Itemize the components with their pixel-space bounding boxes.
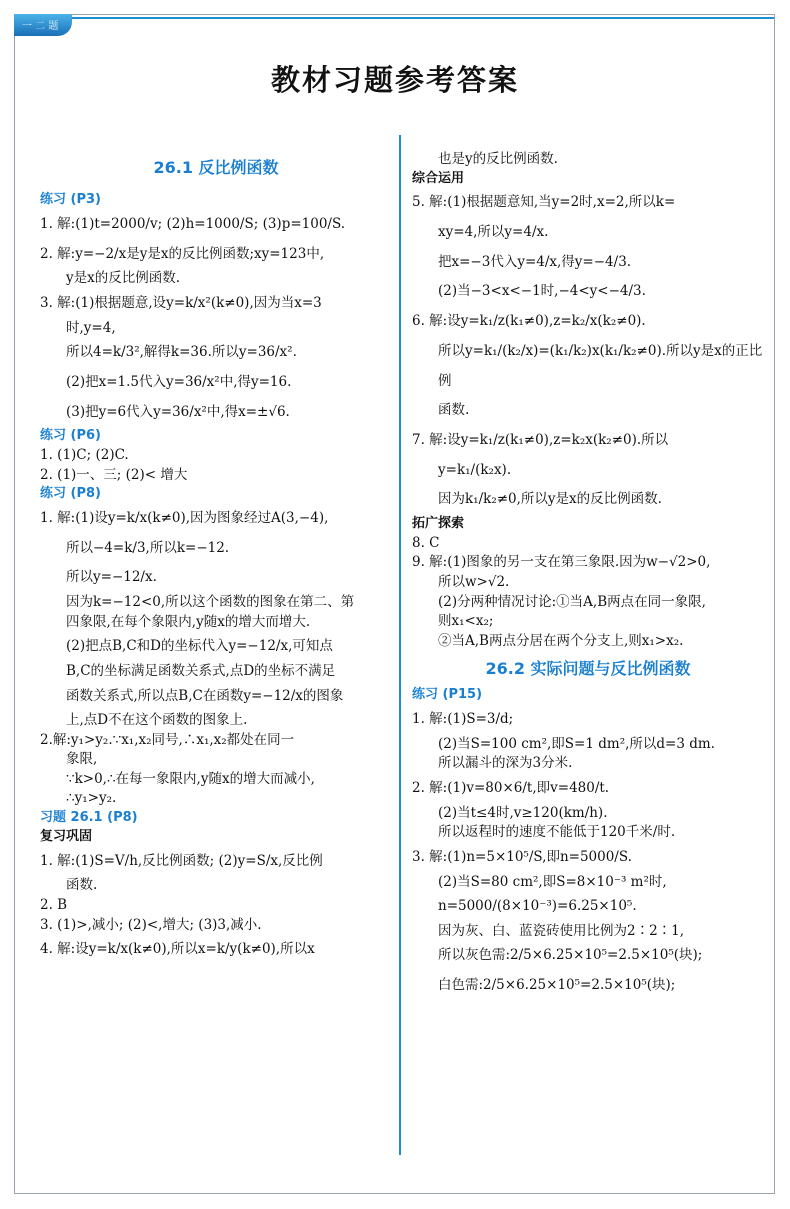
answer-line: 函数.: [438, 402, 470, 419]
answer-line: 1. 解:(1)设y=k/x(k≠0),因为图象经过A(3,−4),: [40, 510, 329, 527]
answer-line: 3. (1)>,减小; (2)<,增大; (3)3,减小.: [40, 916, 262, 933]
answer-line: 5. 解:(1)根据题意知,当y=2时,x=2,所以k=: [412, 194, 676, 211]
answer-line: 1. 解:(1)t=2000/v; (2)h=1000/S; (3)p=100/S.: [40, 216, 346, 233]
answer-line: 时,y=4,: [66, 319, 116, 336]
column-divider: [399, 135, 401, 1155]
answer-line: 2. (1)一、三; (2)< 增大: [40, 466, 188, 483]
section-heading: 26.2 实际问题与反比例函数: [485, 659, 691, 679]
answer-line: 所以y=k₁/(k₂/x)=(k₁/k₂)x(k₁/k₂≠0).所以y是x的正比例: [438, 342, 763, 389]
left-column: [40, 150, 392, 965]
answer-line: 2. B: [40, 896, 68, 913]
answer-line: 8. C: [412, 534, 440, 551]
answer-line: 1. (1)C; (2)C.: [40, 447, 129, 464]
practice-heading: 练习 (P6): [40, 428, 101, 444]
exercise-heading: 习题 26.1 (P8): [40, 810, 138, 826]
answer-line: 所以−4=k/3,所以k=−12.: [66, 539, 230, 556]
answer-line: 因为灰、白、蓝瓷砖使用比例为2∶2∶1,: [438, 922, 685, 939]
answer-line: 1. 解:(1)S=3/d;: [412, 711, 514, 728]
answer-line: 也是y的反比例函数.: [438, 151, 558, 167]
answer-line: y是x的反比例函数.: [66, 270, 181, 287]
answer-line: 上,点D不在这个函数的图象上.: [66, 712, 248, 729]
answer-line: 所以漏斗的深为3分米.: [438, 755, 573, 772]
answer-line: 4. 解:设y=k/x(k≠0),所以x=k/y(k≠0),所以x: [40, 941, 315, 958]
answer-line: 3. 解:(1)n=5×10⁵/S,即n=5000/S.: [412, 848, 632, 865]
answer-line: B,C的坐标满足函数关系式,点D的坐标不满足: [66, 662, 336, 679]
answer-line: ∵k>0,∴在每一象限内,y随x的增大而减小,: [66, 770, 315, 787]
answer-line: 3. 解:(1)根据题意,设y=k/x²(k≠0),因为当x=3: [40, 294, 322, 311]
answer-line: 1. 解:(1)S=V/h,反比例函数; (2)y=S/x,反比例: [40, 852, 323, 869]
right-column: [412, 150, 764, 1001]
answer-line: 函数.: [66, 877, 98, 894]
answer-line: 7. 解:设y=k₁/z(k₁≠0),z=k₂x(k₂≠0).所以: [412, 431, 669, 448]
answer-line: 2.解:y₁>y₂.∵x₁,x₂同号,∴x₁,x₂都处在同一: [40, 731, 295, 748]
answer-line: 2. 解:(1)v=80×6/t,即v=480/t.: [412, 780, 610, 797]
answer-line: 所以灰色需:2/5×6.25×10⁵=2.5×10⁵(块);: [438, 947, 703, 964]
answer-line: 函数关系式,所以点B,C在函数y=−12/x的图象: [66, 687, 344, 704]
answer-line: (2)把x=1.5代入y=36/x²中,得y=16.: [66, 373, 292, 390]
answer-line: (3)把y=6代入y=36/x²中,得x=±√6.: [66, 403, 290, 420]
section-heading: 26.1 反比例函数: [153, 158, 279, 177]
practice-heading: 练习 (P8): [40, 486, 101, 502]
subsection-heading: 综合运用: [412, 170, 465, 186]
answer-line: 象限,: [66, 751, 98, 768]
page-title: 教材习题参考答案: [270, 63, 519, 97]
top-rule: [72, 17, 774, 19]
subsection-heading: 复习巩固: [40, 828, 93, 844]
answer-line: 因为k₁/k₂≠0,所以y是x的反比例函数.: [438, 491, 662, 508]
practice-heading: 练习 (P3): [40, 192, 101, 208]
answer-line: y=k₁/(k₂x).: [438, 461, 512, 478]
answer-line: 9. 解:(1)图象的另一支在第三象限.因为w−√2>0,: [412, 554, 711, 571]
answer-line: (2)当S=100 cm²,即S=1 dm²,所以d=3 dm.: [438, 735, 715, 752]
answer-line: 所以4=k/3²,解得k=36.所以y=36/x².: [66, 344, 297, 361]
answer-line: 把x=−3代入y=4/x,得y=−4/3.: [438, 253, 632, 270]
answer-line: (2)当−3<x<−1时,−4<y<−4/3.: [438, 283, 646, 300]
subsection-heading: 拓广探索: [412, 515, 465, 531]
answer-line: 白色需:2/5×6.25×10⁵=2.5×10⁵(块);: [438, 977, 676, 994]
answer-line: 则x₁<x₂;: [438, 613, 494, 630]
answer-line: n=5000/(8×10⁻³)=6.25×10⁵.: [438, 898, 637, 915]
answer-line: 所以w>√2.: [438, 573, 510, 590]
answer-line: (2)当t≤4时,v≥120(km/h).: [438, 804, 608, 821]
answer-line: 因为k=−12<0,所以这个函数的图象在第二、第: [66, 594, 355, 611]
answer-line: ②当A,B两点分居在两个分支上,则x₁>x₂.: [438, 632, 684, 649]
answer-line: ∴y₁>y₂.: [66, 790, 117, 807]
answer-line: 2. 解:y=−2/x是y是x的反比例函数;xy=123中,: [40, 245, 325, 262]
answer-line: 所以y=−12/x.: [66, 569, 157, 586]
answer-line: 所以返程时的速度不能低于120千米/时.: [438, 824, 676, 841]
corner-tab-label: 一 二 题: [22, 21, 59, 32]
answer-line: (2)当S=80 cm²,即S=8×10⁻³ m²时,: [438, 873, 667, 890]
answer-line: (2)分两种情况讨论:①当A,B两点在同一象限,: [438, 593, 706, 610]
answer-line: 6. 解:设y=k₁/z(k₁≠0),z=k₂/x(k₂≠0).: [412, 313, 646, 330]
answer-line: 四象限,在每个象限内,y随x的增大而增大.: [66, 613, 311, 630]
answer-line: (2)把点B,C和D的坐标代入y=−12/x,可知点: [66, 638, 333, 655]
practice-heading: 练习 (P15): [412, 687, 483, 703]
corner-tab: [14, 14, 72, 36]
answer-line: xy=4,所以y=4/x.: [438, 224, 549, 241]
